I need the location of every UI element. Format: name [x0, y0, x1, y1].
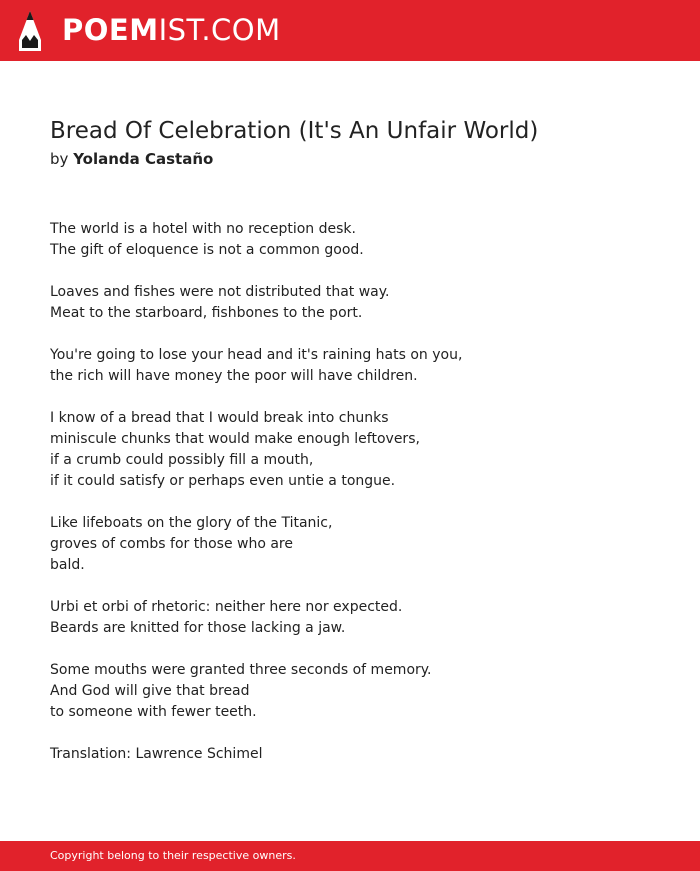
poem-author: Yolanda Castaño: [73, 150, 214, 168]
poem-stanza: [50, 408, 670, 492]
poem-stanza: [50, 219, 670, 261]
poem-line: The world is a hotel with no reception desk.: [50, 221, 356, 237]
poem-line: Like lifeboats on the glory of the Titanic,: [50, 515, 333, 531]
poem-body: [50, 219, 670, 744]
poem-stanza: [50, 513, 670, 576]
site-header: [0, 0, 700, 61]
pencil-tip-icon[interactable]: [17, 10, 43, 52]
poem-line: if a crumb could possibly fill a mouth,: [50, 452, 314, 468]
by-label: by: [50, 150, 69, 168]
logo-light-text: IST.COM: [158, 13, 281, 47]
poem-line: I know of a bread that I would break into chunks: [50, 410, 389, 426]
poem-byline: [50, 148, 213, 170]
poem-stanza: [50, 597, 670, 639]
poem-line: if it could satisfy or perhaps even untie a tongue.: [50, 473, 396, 489]
poem-line: to someone with fewer teeth.: [50, 704, 257, 720]
poem-line: Meat to the starboard, fishbones to the port.: [50, 305, 363, 321]
site-logo[interactable]: [62, 12, 281, 48]
copyright-notice: Copyright belong to their respective owners.: [50, 849, 296, 862]
poem-line: You're going to lose your head and it's raining hats on you,: [50, 347, 463, 363]
poem-stanza: [50, 660, 670, 723]
logo-bold-text: POEM: [62, 13, 159, 47]
poem-line: The gift of eloquence is not a common good.: [50, 242, 364, 258]
translation-credit: Translation: Lawrence Schimel: [50, 746, 263, 762]
poem-line: miniscule chunks that would make enough leftovers,: [50, 431, 420, 447]
poem-line: And God will give that bread: [50, 683, 250, 699]
poem-line: Urbi et orbi of rhetoric: neither here nor expected.: [50, 599, 403, 615]
poem-line: Some mouths were granted three seconds of memory.: [50, 662, 432, 678]
poem-title: Bread Of Celebration (It's An Unfair World): [50, 118, 539, 144]
poem-line: the rich will have money the poor will have children.: [50, 368, 418, 384]
poem-line: Beards are knitted for those lacking a jaw.: [50, 620, 346, 636]
poem-line: Loaves and fishes were not distributed that way.: [50, 284, 390, 300]
poem-stanza: [50, 282, 670, 324]
site-footer: [0, 841, 700, 871]
poem-line: bald.: [50, 557, 85, 573]
poem-line: groves of combs for those who are: [50, 536, 293, 552]
poem-stanza: [50, 345, 670, 387]
